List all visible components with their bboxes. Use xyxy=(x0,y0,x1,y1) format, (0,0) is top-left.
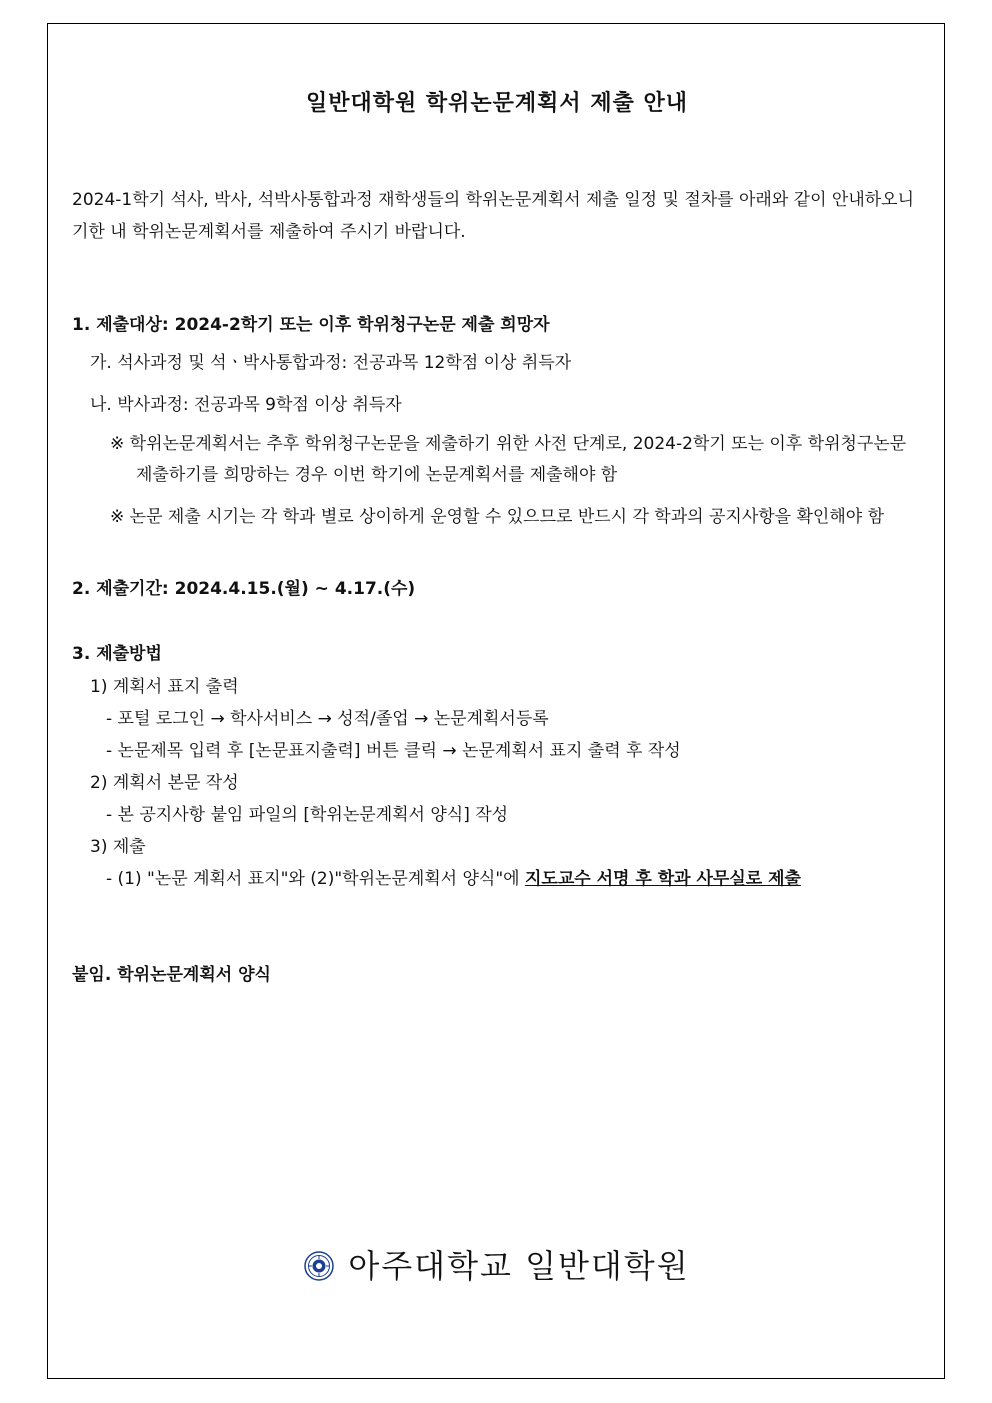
section1-note1: ※ 학위논문계획서는 추후 학위청구논문을 제출하기 위한 사전 단계로, 2024-2학기 또는 이후 학위청구논문 제출하기를 희망하는 경우 이번 학기에 논문계획서를 제출해야 함 xyxy=(110,434,907,485)
section1-heading: 1. 제출대상: 2024-2학기 또는 이후 학위청구논문 제출 희망자 xyxy=(72,315,550,335)
section3-step3-a-prefix: - (1) "논문 계획서 표지"와 (2)"학위논문계획서 양식"에 xyxy=(106,869,525,889)
document-frame xyxy=(47,23,945,1379)
attachment-note: 붙임. 학위논문계획서 양식 xyxy=(72,965,271,985)
section3-step1-a: - 포털 로그인 → 학사서비스 → 성적/졸업 → 논문계획서등록 xyxy=(106,709,549,729)
section3-step3-a xyxy=(106,868,801,890)
section3-step3-a-emphasis: 지도교수 서명 후 학과 사무실로 제출 xyxy=(525,869,801,889)
institution-name: 아주대학교 일반대학원 xyxy=(348,1247,690,1285)
section3-step2-a: - 본 공지사항 붙임 파일의 [학위논문계획서 양식] 작성 xyxy=(106,805,509,825)
intro-paragraph: 2024-1학기 석사, 박사, 석박사통합과정 재학생들의 학위논문계획서 제출 일정 및 절차를 아래와 같이 안내하오니 기한 내 학위논문계획서를 제출하여 주시기 바랍니다. xyxy=(72,190,915,242)
section3-heading: 3. 제출방법 xyxy=(72,644,162,664)
section1-note2: ※ 논문 제출 시기는 각 학과 별로 상이하게 운영할 수 있으므로 반드시 각 학과의 공지사항을 확인해야 함 xyxy=(110,507,885,527)
footer xyxy=(48,1246,946,1286)
section1-item-a: 가. 석사과정 및 석ㆍ박사통합과정: 전공과목 12학점 이상 취득자 xyxy=(90,353,572,373)
section3-step2: 2) 계획서 본문 작성 xyxy=(90,773,239,793)
university-seal-icon xyxy=(304,1251,334,1281)
section3-step1: 1) 계획서 표지 출력 xyxy=(90,677,239,697)
section3-step1-b: - 논문제목 입력 후 [논문표지출력] 버튼 클릭 → 논문계획서 표지 출력 후 작성 xyxy=(106,741,681,761)
section1-item-b: 나. 박사과정: 전공과목 9학점 이상 취득자 xyxy=(90,395,402,415)
document-title: 일반대학원 학위논문계획서 제출 안내 xyxy=(305,91,688,116)
section2-heading: 2. 제출기간: 2024.4.15.(월) ~ 4.17.(수) xyxy=(72,579,416,599)
section3-step3: 3) 제출 xyxy=(90,837,146,857)
